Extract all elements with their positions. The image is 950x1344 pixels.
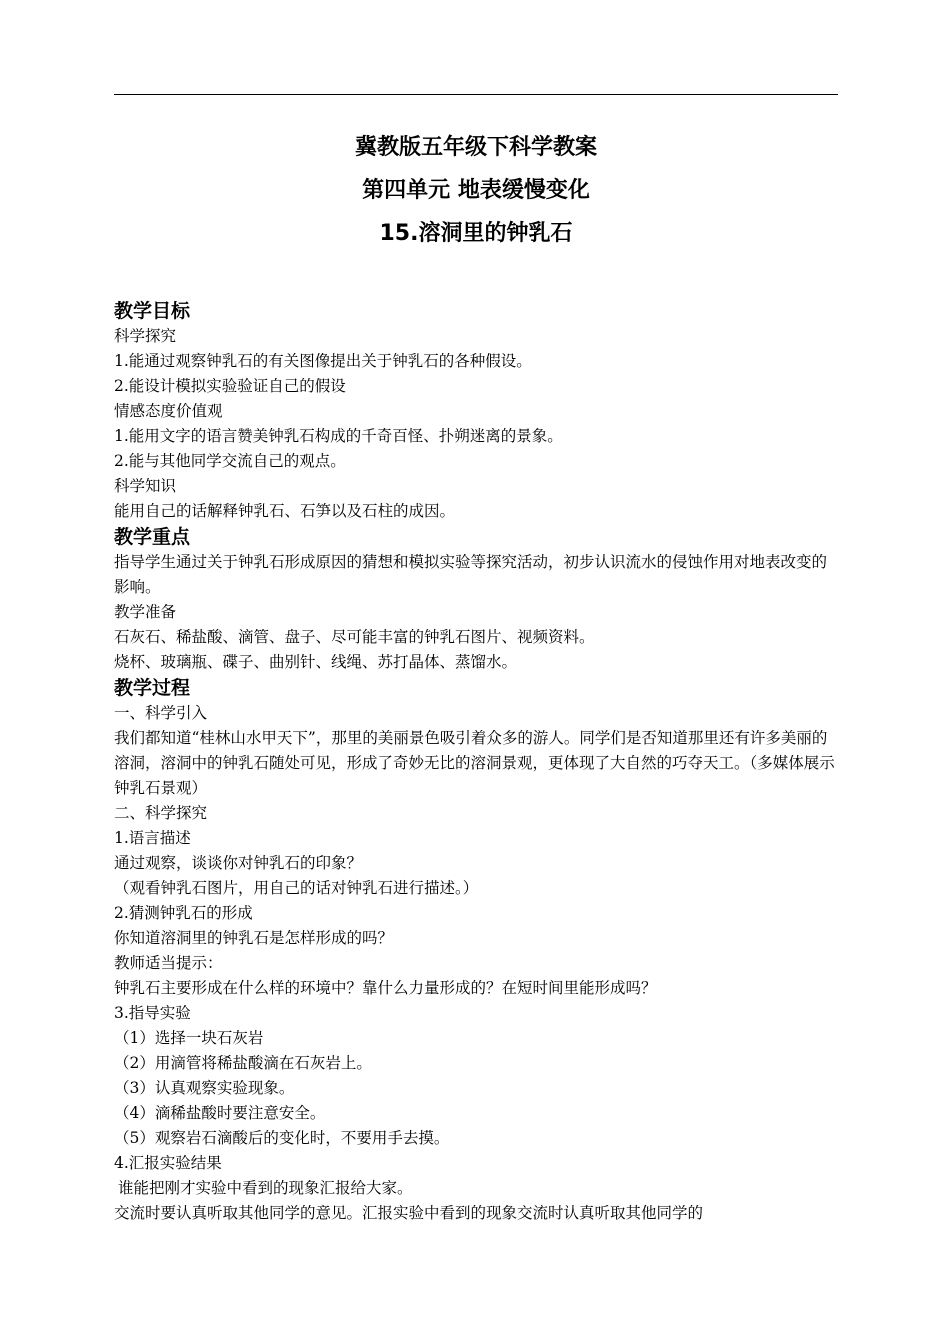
text-line: （5）观察岩石滴酸后的变化时，不要用手去摸。 (114, 1129, 450, 1147)
text-line: 科学知识 (114, 477, 177, 495)
text-paragraph: 我们都知道“桂林山水甲天下”，那里的美丽景色吸引着众多的游人。同学们是否知道那里还有许多美丽的溶洞，溶洞中的钟乳石随处可见，形成了奇妙无比的溶洞景观，更体现了大自然的巧夺天工。（多媒体展示钟乳石景观） (114, 729, 835, 797)
text-line: 3.指导实验 (114, 1004, 191, 1022)
header-rule (114, 94, 838, 95)
document-body (114, 298, 838, 1226)
text-line: 2.能与其他同学交流自己的观点。 (114, 452, 346, 470)
text-line: 一、科学引入 (114, 704, 208, 722)
text-line: 1.能用文字的语言赞美钟乳石构成的千奇百怪、扑朔迷离的景象。 (114, 427, 563, 445)
text-line: 烧杯、玻璃瓶、碟子、曲别针、线绳、苏打晶体、蒸馏水。 (114, 653, 518, 671)
text-line: 石灰石、稀盐酸、滴管、盘子、尽可能丰富的钟乳石图片、视频资料。 (114, 628, 595, 646)
title-block (114, 130, 838, 248)
text-line: 能用自己的话解释钟乳石、石笋以及石柱的成因。 (114, 502, 456, 520)
text-line: 1.能通过观察钟乳石的有关图像提出关于钟乳石的各种假设。 (114, 352, 532, 370)
lesson-title: 15.溶洞里的钟乳石 (379, 221, 573, 246)
text-line: 2.能设计模拟实验验证自己的假设 (114, 377, 346, 395)
text-line: 1.语言描述 (114, 829, 191, 847)
text-line: （1）选择一块石灰岩 (114, 1029, 264, 1047)
text-line: 交流时要认真听取其他同学的意见。汇报实验中看到的现象交流时认真听取其他同学的 (114, 1204, 704, 1222)
text-line: （4）滴稀盐酸时要注意安全。 (114, 1104, 326, 1122)
text-line: 教学准备 (114, 603, 177, 621)
text-line: 钟乳石主要形成在什么样的环境中？靠什么力量形成的？在短时间里能形成吗？ (114, 979, 657, 997)
section-heading-key-points: 教学重点 (114, 526, 191, 548)
text-line: 2.猜测钟乳石的形成 (114, 904, 253, 922)
text-line: 4.汇报实验结果 (114, 1154, 222, 1172)
text-line: （3）认真观察实验现象。 (114, 1079, 295, 1097)
section-heading-process: 教学过程 (114, 677, 191, 699)
text-line: 二、科学探究 (114, 804, 208, 822)
text-line: 谁能把刚才实验中看到的现象汇报给大家。 (118, 1179, 413, 1197)
text-line: 你知道溶洞里的钟乳石是怎样形成的吗？ (114, 929, 394, 947)
section-heading-objectives: 教学目标 (114, 300, 191, 322)
text-paragraph: 指导学生通过关于钟乳石形成原因的猜想和模拟实验等探究活动，初步认识流水的侵蚀作用对地表改变的影响。 (114, 553, 828, 596)
text-line: （2）用滴管将稀盐酸滴在石灰岩上。 (114, 1054, 372, 1072)
text-line: 科学探究 (114, 327, 177, 345)
text-line: 情感态度价值观 (114, 402, 223, 420)
unit-title: 第四单元 地表缓慢变化 (362, 178, 590, 203)
text-line: 通过观察，谈谈你对钟乳石的印象？ (114, 854, 363, 872)
text-line: （观看钟乳石图片，用自己的话对钟乳石进行描述。） (114, 879, 479, 897)
document-title: 冀教版五年级下科学教案 (354, 135, 597, 160)
text-line: 教师适当提示： (114, 954, 223, 972)
